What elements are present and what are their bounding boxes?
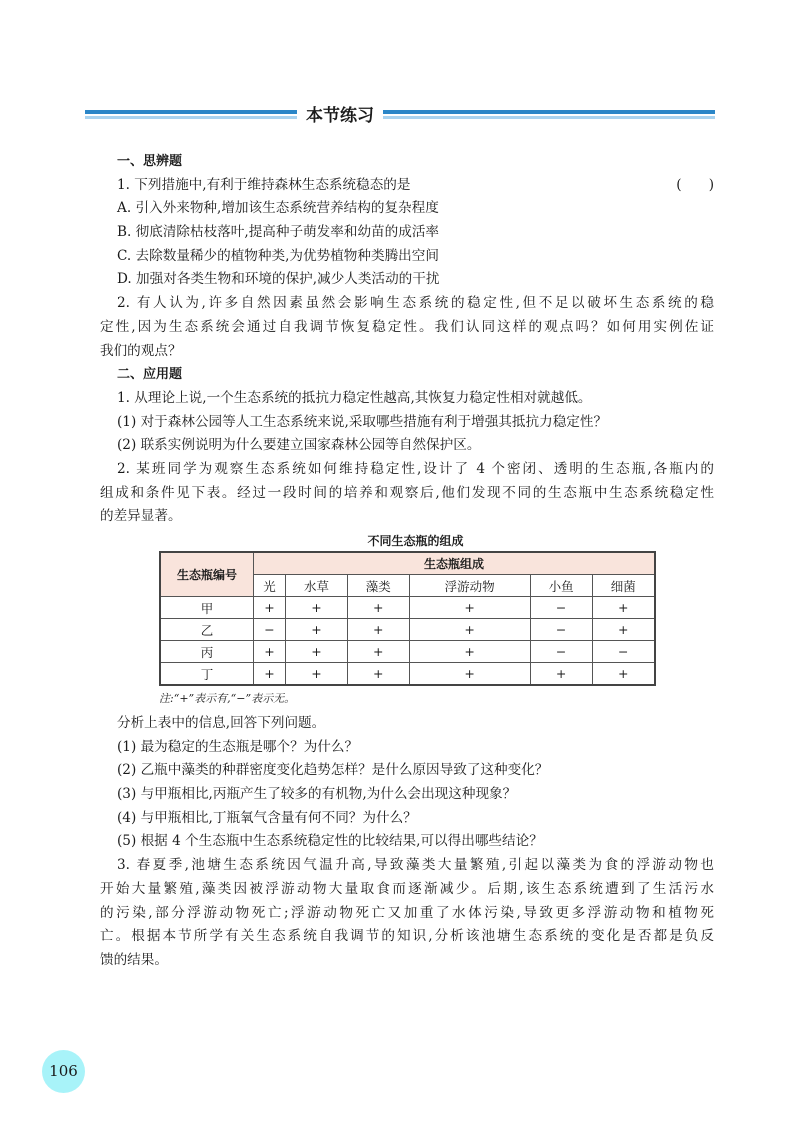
column-header: 浮游动物: [409, 575, 530, 597]
app-q1-line: (1) 对于森林公园等人工生态系统来说,采取哪些措施有利于增强其抵抗力稳定性？: [117, 413, 608, 430]
column-header: 细菌: [592, 575, 655, 597]
app-q1-line: (2) 联系实例说明为什么要建立国家森林公园等自然保护区。: [117, 437, 481, 454]
bottle-id: 丁: [160, 663, 254, 686]
ecobottle-table: [159, 551, 656, 686]
column-header: 光: [254, 575, 286, 597]
table-cell: +: [592, 619, 655, 641]
bottle-id: 甲: [160, 597, 254, 619]
table-cell: +: [409, 663, 530, 686]
app-q2-line: 组成和条件见下表。经过一段时间的培养和观察后,他们发现不同的生态瓶中生态系统稳定性: [100, 484, 714, 501]
group-header: 生态瓶组成: [254, 552, 656, 575]
question-2-line: 2. 有人认为,许多自然因素虽然会影响生态系统的稳定性,但不足以破坏生态系统的稳: [117, 295, 714, 312]
option-d: D. 加强对各类生物和环境的保护,减少人类活动的干扰: [117, 271, 440, 288]
table-cell: −: [530, 597, 592, 619]
table-cell: +: [286, 663, 348, 686]
option-a: A. 引入外来物种,增加该生态系统营养结构的复杂程度: [117, 200, 439, 217]
table-row: [160, 619, 655, 641]
analysis-line: (3) 与甲瓶相比,丙瓶产生了较多的有机物,为什么会出现这种现象？: [117, 786, 517, 803]
answer-bracket: ( ): [676, 176, 714, 193]
option-c: C. 去除数量稀少的植物种类,为优势植物种类腾出空间: [117, 247, 439, 264]
question-2-line: 我们的观点？: [100, 342, 182, 359]
table-cell: −: [530, 619, 592, 641]
section2-title: 二、应用题: [117, 367, 183, 383]
section1-title: 一、思辨题: [117, 154, 183, 169]
table-cell: +: [592, 663, 655, 686]
header-rule-left: [85, 110, 297, 116]
table-cell: +: [409, 597, 530, 619]
table-row: [160, 641, 655, 663]
app-q3-line: 开始大量繁殖,藻类因被浮游动物大量取食而逐渐减少。后期,该生态系统遭到了生活污水: [100, 880, 714, 897]
table-cell: −: [254, 619, 286, 641]
table-cell: +: [530, 663, 592, 686]
table-cell: +: [409, 641, 530, 663]
question-1: [117, 174, 714, 198]
table-cell: +: [286, 619, 348, 641]
table-cell: +: [254, 597, 286, 619]
table-row: [160, 597, 655, 619]
bottle-id: 丙: [160, 641, 254, 663]
question-2-line: 定性,因为生态系统会通过自我调节恢复稳定性。我们认同这样的观点吗？如何用实例佐证: [100, 318, 714, 335]
section-header: [85, 105, 715, 125]
analysis-line: (1) 最为稳定的生态瓶是哪个？为什么？: [117, 738, 359, 755]
table-cell: +: [409, 619, 530, 641]
bottle-id: 乙: [160, 619, 254, 641]
exercise-content: [100, 150, 714, 973]
analysis-line: 分析上表中的信息,回答下列问题。: [117, 715, 326, 731]
page-number: 106: [42, 1050, 85, 1093]
option-b: B. 彻底清除枯枝落叶,提高种子萌发率和幼苗的成活率: [117, 224, 440, 241]
header-rule-right: [383, 110, 715, 116]
app-q3-line: 馈的结果。: [100, 951, 168, 968]
analysis-line: (5) 根据 4 个生态瓶中生态系统稳定性的比较结果,可以得出哪些结论？: [117, 833, 543, 850]
table-note: 注:“+”表示有,“−”表示无。: [159, 692, 296, 705]
row-header: 生态瓶编号: [160, 552, 254, 597]
question-stem: 1. 下列措施中,有利于维持森林生态系统稳态的是: [117, 176, 411, 193]
app-q1-line: 1. 从理论上说,一个生态系统的抵抗力稳定性越高,其恢复力稳定性相对就越低。: [117, 389, 592, 406]
table-cell: +: [347, 597, 409, 619]
table-row: [160, 663, 655, 686]
app-q2-line: 的差异显著。: [100, 508, 182, 525]
section-title: 本节练习: [306, 106, 374, 126]
column-header: 小鱼: [530, 575, 592, 597]
app-q3-line: 的污染,部分浮游动物死亡;浮游动物死亡又加重了水体污染,导致更多浮游动物和植物死: [100, 904, 714, 921]
analysis-line: (2) 乙瓶中藻类的种群密度变化趋势怎样？是什么原因导致了这种变化？: [117, 762, 549, 779]
app-q3-line: 3. 春夏季,池塘生态系统因气温升高,导致藻类大量繁殖,引起以藻类为食的浮游动物也: [117, 857, 714, 874]
table-cell: +: [592, 597, 655, 619]
table-cell: +: [286, 641, 348, 663]
app-q2-line: 2. 某班同学为观察生态系统如何维持稳定性,设计了 4 个密闭、透明的生态瓶,各瓶内的: [117, 460, 714, 477]
table-cell: +: [254, 641, 286, 663]
table-cell: +: [286, 597, 348, 619]
table-cell: +: [347, 641, 409, 663]
table-cell: +: [347, 663, 409, 686]
table-title: 不同生态瓶的组成: [367, 534, 464, 548]
table-cell: −: [530, 641, 592, 663]
table-cell: −: [592, 641, 655, 663]
column-header: 水草: [286, 575, 348, 597]
table-cell: +: [254, 663, 286, 686]
analysis-line: (4) 与甲瓶相比,丁瓶氧气含量有何不同？为什么？: [117, 809, 417, 826]
column-header: 藻类: [347, 575, 409, 597]
table-cell: +: [347, 619, 409, 641]
app-q3-line: 亡。根据本节所学有关生态系统自我调节的知识,分析该池塘生态系统的变化是否都是负反: [100, 928, 714, 945]
